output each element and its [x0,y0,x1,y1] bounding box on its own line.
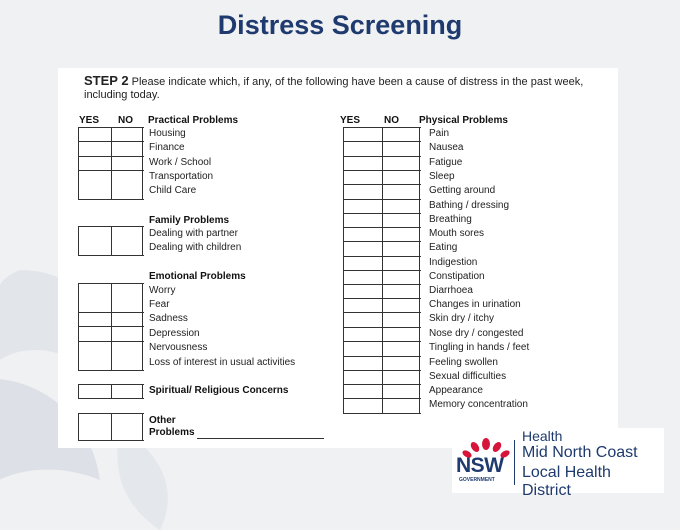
list-item: Fear [149,299,170,310]
rule [343,298,421,299]
no-header-right: NO [384,115,399,126]
rule [343,370,421,371]
list-item: Depression [149,328,200,339]
rule [343,341,421,342]
list-item: Housing [149,128,186,139]
nsw-wordmark: NSW [456,454,504,477]
list-item: Worry [149,285,176,296]
list-item: Pain [429,128,450,139]
practical-no-column[interactable] [110,127,143,199]
spiritual-yes-box[interactable] [78,384,112,398]
list-item: Nausea [429,142,464,153]
list-item: Mouth sores [429,228,485,239]
rule [78,384,144,385]
list-item: Skin dry / itchy [429,313,495,324]
list-item: Transportation [149,171,214,182]
rule [343,256,421,257]
other-no-box[interactable] [110,413,143,440]
rule [78,255,144,256]
rule [78,226,144,227]
list-item: Breathing [429,214,472,225]
rule [343,398,421,399]
rule [78,398,144,399]
list-item: Appearance [429,385,483,396]
no-header-left: NO [118,115,133,126]
district-name-line1: Mid North Coast [522,444,638,461]
list-item: Sleep [429,171,455,182]
list-item: Getting around [429,185,496,196]
list-item: Bathing / dressing [429,200,510,211]
health-label: Health [522,428,563,444]
rule [343,213,421,214]
list-item: Loss of interest in usual activities [149,357,296,368]
list-item: Constipation [429,271,485,282]
rule [343,384,421,385]
rule [78,283,144,284]
emotional-problems-heading: Emotional Problems [149,271,246,282]
list-item: Dealing with children [149,242,242,253]
list-item: Memory concentration [429,399,528,410]
list-item: Dealing with partner [149,228,238,239]
yes-header-right: YES [340,115,361,126]
list-item: Changes in urination [429,299,521,310]
rule [343,227,421,228]
rule [78,413,144,414]
logo-divider [514,440,515,485]
list-item: Nose dry / congested [429,328,524,339]
rule [78,341,144,342]
distress-screening-form [58,68,618,448]
rule [343,199,421,200]
rule [78,370,144,371]
list-item: Child Care [149,185,197,196]
physical-problems-header: Physical Problems [419,115,508,126]
practical-yes-column[interactable] [78,127,112,199]
spiritual-no-box[interactable] [110,384,143,398]
rule [78,141,144,142]
rule [343,127,421,128]
list-item: Work / School [149,157,212,168]
yes-header-left: YES [79,115,100,126]
practical-problems-header: Practical Problems [148,115,239,126]
family-no-column[interactable] [110,226,143,255]
list-item: Nervousness [149,342,208,353]
rule [78,127,144,128]
other-yes-box[interactable] [78,413,112,440]
step-instructions [84,74,614,102]
other-problems-heading-line2: Problems [149,427,195,438]
rule [343,413,421,414]
rule [78,326,144,327]
page-title: Distress Screening [217,10,463,40]
family-problems-heading: Family Problems [149,215,230,226]
rule [343,356,421,357]
rule [343,270,421,271]
rule [78,170,144,171]
list-item: Indigestion [429,257,478,268]
family-yes-column[interactable] [78,226,112,255]
other-problems-input-line[interactable] [197,438,324,439]
step-label: STEP 2 [84,73,129,88]
rule [343,184,421,185]
other-problems-heading-line1: Other [149,415,176,426]
list-item: Finance [149,142,185,153]
rule [78,199,144,200]
rule [343,170,421,171]
government-label: GOVERNMENT [459,477,495,483]
nsw-health-logo [452,428,664,499]
district-name-line2: Local Health District [522,464,611,499]
list-item: Feeling swollen [429,357,498,368]
spiritual-concerns-heading: Spiritual/ Religious Concerns [149,385,289,396]
rule [78,156,144,157]
list-item: Eating [429,242,458,253]
list-item: Fatigue [429,157,463,168]
step-text: Please indicate which, if any, of the following have been a cause of distress in the past week, including today. [84,76,584,101]
list-item: Sexual difficulties [429,371,507,382]
list-item: Tingling in hands / feet [429,342,530,353]
list-item: Sadness [149,313,188,324]
rule [343,284,421,285]
rule [78,312,144,313]
rule [343,156,421,157]
rule [343,312,421,313]
rule [343,141,421,142]
list-item: Diarrhoea [429,285,473,296]
rule [78,440,144,441]
rule [343,241,421,242]
rule [343,327,421,328]
